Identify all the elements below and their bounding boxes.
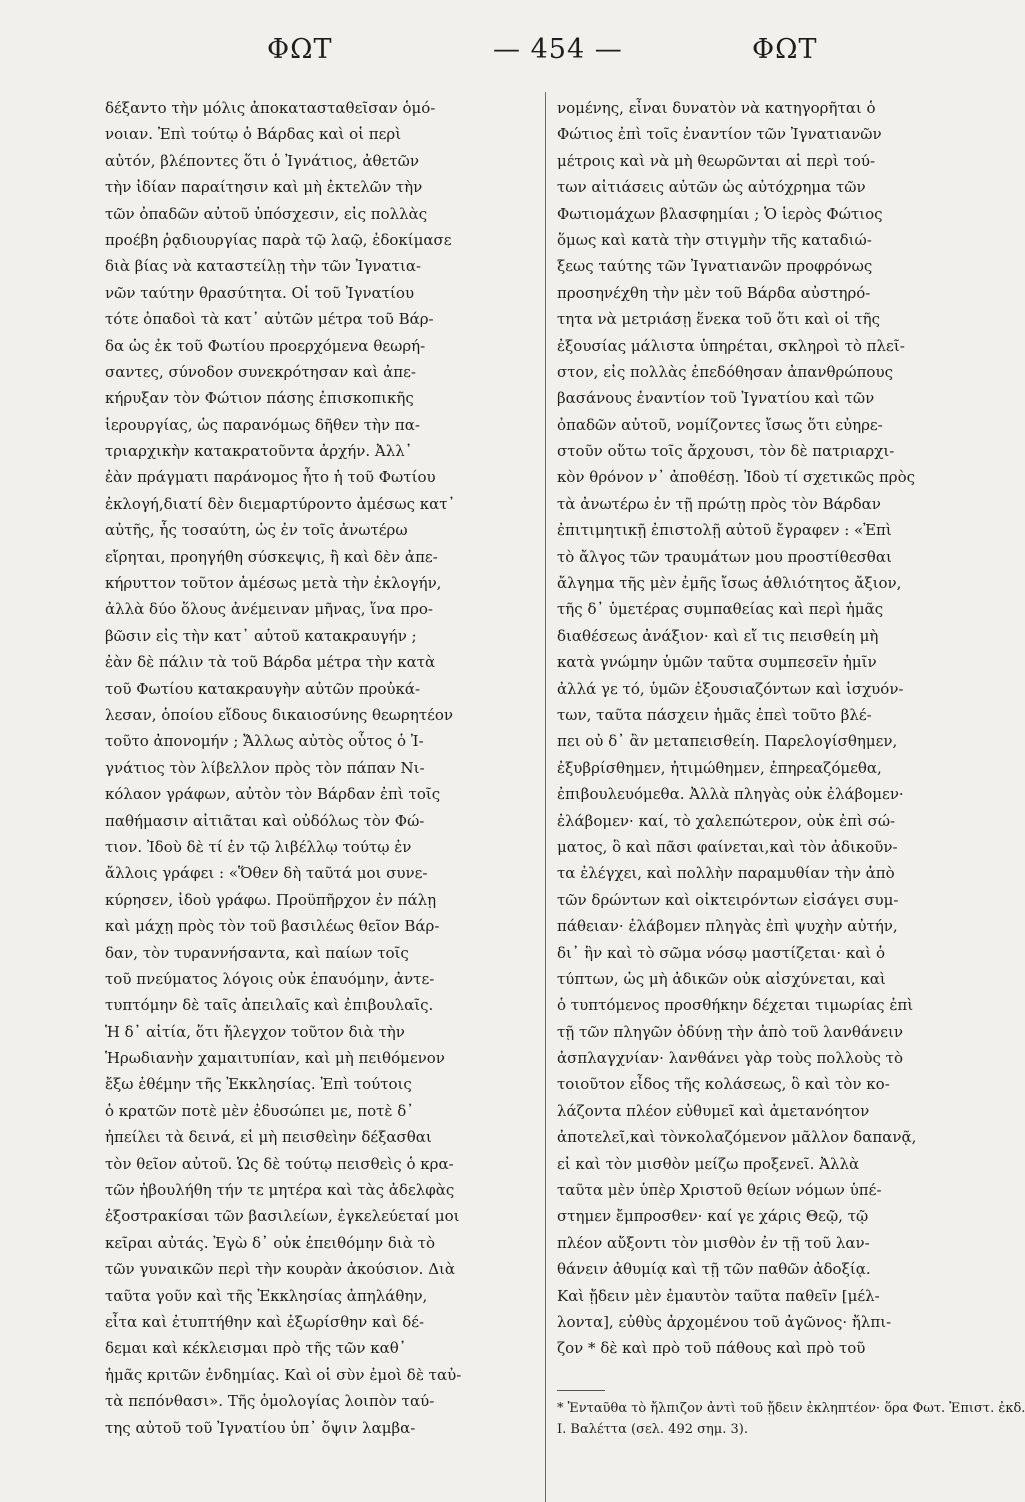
text-line: των, ταῦτα πάσχειν ἡμᾶς ἐπεὶ τοῦτο βλέ- xyxy=(557,705,872,724)
text-line: κόλαον γράφων, αὐτὸν τὸν Βάρδαν ἐπὶ τοῖς xyxy=(105,785,441,804)
text-line: τὰ ἀνωτέρω ἐν τῇ πρώτῃ πρὸς τὸν Βάρδαν xyxy=(557,494,881,513)
text-line: Φωτιομάχων βλασφημίαι ; Ὁ ἱερὸς Φώτιος xyxy=(557,204,883,223)
text-line: τοῦ Φωτίου κατακραυγὴν αὐτῶν προὐκά- xyxy=(105,679,421,698)
text-line: ἐξυβρίσθημεν, ἠτιμώθημεν, ἐπηρεαζόμεθα, xyxy=(557,758,882,777)
text-line: ἡμᾶς κριτῶν ἐνδημίας. Καὶ οἱ σὺν ἐμοὶ δὲ ταὐ- xyxy=(105,1365,462,1384)
text-line: ἐξουσίας μάλιστα ὑπηρέται, σκληροὶ τὸ πλεῖ- xyxy=(557,336,905,355)
text-line: λοντα], εὐθὺς ἀρχομένου τοῦ ἀγῶνος· ἤλπι- xyxy=(557,1312,892,1331)
text-line: δαν, τὸν τυραννήσαντα, καὶ παίων τοῖς xyxy=(105,943,409,962)
text-line: καὶ μάχῃ πρὸς τὸν τοῦ βασιλέως θεῖον Βάρ- xyxy=(105,917,440,936)
text-line: ἱερουργίας, ὡς παρανόμως δῆθεν τὴν πα- xyxy=(105,415,420,434)
text-line: ἄλγημα τῆς μὲν ἐμῆς ἴσως ἀθλιότητος ἄξιον, xyxy=(557,574,902,593)
text-line: Ἡ δ᾽ αἰτία, ὅτι ἤλεγχον τοῦτον διὰ τὴν xyxy=(105,1022,405,1041)
text-line: εἴρηται, προηγήθη σύσκεψις, ἢ καὶ δὲν ἀπε- xyxy=(105,547,438,566)
text-line: κεῖραι αὐτάς. Ἐγὼ δ᾽ οὐκ ἐπειθόμην διὰ τὸ xyxy=(105,1233,435,1252)
text-line: πάθειαν· ἐλάβομεν πληγὰς ἐπὶ ψυχὴν αὐτήν, xyxy=(557,917,898,936)
text-line: ὁ κρατῶν ποτὲ μὲν ἐδυσώπει με, ποτὲ δ᾽ xyxy=(105,1101,414,1120)
footnote-rule xyxy=(557,1390,605,1391)
text-line: τα ἐλέγχει, καὶ πολλὴν παραμυθίαν τὴν ἀπὸ xyxy=(557,864,895,883)
text-line: ἐπιβουλευόμεθα. Ἀλλὰ πληγὰς οὐκ ἐλάβομεν· xyxy=(557,785,904,804)
text-line: διαθέσεως ἀνάξιον· καὶ εἴ τις πεισθείη μὴ xyxy=(557,626,879,645)
text-line: νομένης, εἶναι δυνατὸν νὰ κατηγορῆται ὁ xyxy=(557,99,876,117)
text-line: ἐκλογή,διατί δὲν διεμαρτύροντο ἀμέσως κατ᾽ xyxy=(105,494,456,513)
text-line: ὁ τυπτόμενος προσθήκην δέχεται τιμωρίας ἐπὶ xyxy=(557,996,914,1015)
text-line: πει οὐ δ᾽ ἂν μεταπεισθείη. Παρελογίσθημεν, xyxy=(557,732,898,751)
left-text-column xyxy=(105,95,487,1441)
text-line: ματος, ὃ καὶ πᾶσι φαίνεται,καὶ τὸν ἀδικοῦν- xyxy=(557,837,898,856)
text-line: τὰ πεπόνθασι». Τῆς ὁμολογίας λοιπὸν ταύ- xyxy=(105,1392,435,1411)
text-line: κὸν θρόνον ν᾽ ἀποθέσῃ. Ἰδοὺ τί σχετικῶς πρὸς xyxy=(557,468,916,487)
text-line: τῶν γυναικῶν περὶ τὴν κουρὰν ἀκούσιον. Διὰ xyxy=(105,1260,456,1279)
footnote-line: Ι. Βαλέττα (σελ. 492 σημ. 3). xyxy=(557,1422,748,1437)
text-line: ὀπαδῶν αὐτοῦ, νομίζοντες ἴσως ὅτι εὐηρε- xyxy=(557,415,883,434)
text-line: ἀποτελεῖ,καὶ τὸνκολαζόμενον μᾶλλον δαπανᾷ, xyxy=(557,1128,917,1147)
text-line: τῇ τῶν πληγῶν ὀδύνῃ τὴν ἀπὸ τοῦ λανθάνειν xyxy=(557,1022,903,1041)
text-line: ἐπιτιμητικῇ ἐπιστολῇ αὐτοῦ ἔγραφεν : «Ἐπὶ xyxy=(557,521,892,540)
text-line: ἀσπλαγχνίαν· λανθάνει γὰρ τοὺς πολλοὺς τὸ xyxy=(557,1049,904,1068)
text-line: ζον * δὲ καὶ πρὸ τοῦ πάθους καὶ πρὸ τοῦ xyxy=(557,1339,866,1358)
text-line: ἄλλοις γράφει : «Ὅθεν δὴ ταῦτά μοι συνε- xyxy=(105,864,428,883)
text-line: τιον. Ἰδοὺ δὲ τί ἐν τῷ λιβέλλῳ τούτῳ ἐν xyxy=(105,837,412,856)
text-line: τῆς δ᾽ ὑμετέρας συμπαθείας καὶ περὶ ἡμᾶς xyxy=(557,600,884,619)
text-line: λάζοντα πλέον εὐθυμεῖ καὶ ἀμετανόητον xyxy=(557,1101,870,1120)
text-line: τύπτων, ὡς μὴ ἀδικῶν οὐκ αἰσχύνεται, καὶ xyxy=(557,969,886,988)
text-line: Ἡρωδιανὴν χαμαιτυπίαν, καὶ μὴ πειθόμενον xyxy=(105,1049,445,1068)
text-line: διὰ βίας νὰ καταστείλῃ τὴν τῶν Ἰγνατια- xyxy=(105,257,422,276)
text-line: κήρυξαν τὸν Φώτιον πάσης ἐπισκοπικῆς xyxy=(105,389,414,408)
right-text-column xyxy=(557,95,939,1362)
text-line: τῶν ἠβουλήθη τήν τε μητέρα καὶ τὰς ἀδελφὰς xyxy=(105,1181,455,1200)
text-line: ταῦτα μὲν ὑπὲρ Χριστοῦ θείων νόμων ὑπέ- xyxy=(557,1181,882,1200)
text-line: δι᾽ ἣν καὶ τὸ σῶμα νόσῳ μαστίζεται· καὶ ὁ xyxy=(557,943,886,962)
text-line: προέβη ῥᾳδιουργίας παρὰ τῷ λαῷ, ἐδοκίμασε xyxy=(105,230,452,249)
text-line: ἐὰν δὲ πάλιν τὰ τοῦ Βάρδα μέτρα τὴν κατὰ xyxy=(105,653,436,672)
page-number: — 454 — xyxy=(493,34,623,65)
text-line: κύρησεν, ἰδοὺ γράφω. Προϋπῆρχον ἐν πάλῃ xyxy=(105,890,437,909)
text-line: δεμαι καὶ κέκλεισμαι πρὸ τῆς τῶν καθ᾽ xyxy=(105,1339,407,1358)
text-line: τητα νὰ μετριάσῃ ἕνεκα τοῦ ὅτι καὶ οἱ τῆς xyxy=(557,310,881,329)
text-line: τριαρχικὴν κατακρατοῦντα ἀρχήν. Ἀλλ᾽ xyxy=(105,442,413,461)
text-line: νοιαν. Ἐπὶ τούτῳ ὁ Βάρδας καὶ οἱ περὶ xyxy=(105,125,402,144)
text-line: στοῦν οὕτω τοῖς ἄρχουσι, τὸν δὲ πατριαρχι- xyxy=(557,442,895,461)
text-line: τὴν ἰδίαν παραίτησιν καὶ μὴ ἐκτελῶν τὴν xyxy=(105,178,423,197)
text-line: ἀλλά γε τό, ὑμῶν ἐξουσιαζόντων καὶ ἰσχυόν- xyxy=(557,679,904,698)
text-line: ἀλλὰ δύο ὅλους ἀνέμειναν μῆνας, ἵνα προ- xyxy=(105,600,433,619)
text-line: τότε ὀπαδοὶ τὰ κατ᾽ αὐτῶν μέτρα τοῦ Βάρ- xyxy=(105,310,434,329)
text-line: ταῦτα γοῦν καὶ τῆς Ἐκκλησίας ἀπηλάθην, xyxy=(105,1286,428,1305)
text-line: τὸν θεῖον αὐτοῦ. Ὡς δὲ τούτῳ πεισθεὶς ὁ κρα- xyxy=(105,1154,454,1173)
text-line: ξεως ταύτης τῶν Ἰγνατιανῶν προφρόνως xyxy=(557,257,873,276)
text-line: αὐτῆς, ἧς τοσαύτη, ὡς ἐν τοῖς ἀνωτέρω xyxy=(105,521,408,540)
text-line: τὸ ἄλγος τῶν τραυμάτων μου προστίθεσθαι xyxy=(557,547,892,566)
text-line: κατὰ γνώμην ὑμῶν ταῦτα συμπεσεῖν ἡμῖν xyxy=(557,653,877,672)
text-line: δα ὡς ἐκ τοῦ Φωτίου προερχόμενα θεωρή- xyxy=(105,336,426,355)
text-line: τοῦ πνεύματος λόγοις οὐκ ἐπαυόμην, ἀντε- xyxy=(105,969,435,988)
text-line: νῶν ταύτην θρασύτητα. Οἱ τοῦ Ἰγνατίου xyxy=(105,283,415,302)
text-line: ὅμως καὶ κατὰ τὴν στιγμὴν τῆς καταδιώ- xyxy=(557,230,872,249)
text-line: τῶν ὀπαδῶν αὐτοῦ ὑπόσχεσιν, εἰς πολλὰς xyxy=(105,204,428,223)
text-line: παθήμασιν αἰτιᾶται καὶ οὐδόλως τὸν Φώ- xyxy=(105,811,425,830)
text-line: ἐὰν πράγματι παράνομος ἦτο ἡ τοῦ Φωτίου xyxy=(105,468,436,487)
text-line: αὐτόν, βλέποντες ὅτι ὁ Ἰγνάτιος, ἀθετῶν xyxy=(105,151,419,170)
text-line: προσηνέχθη τὴν μὲν τοῦ Βάρδα αὐστηρό- xyxy=(557,283,871,302)
text-line: ἠπείλει τὰ δεινά, εἰ μὴ πεισθεὶην δέξασθαι xyxy=(105,1128,432,1147)
column-divider xyxy=(545,92,546,1502)
text-line: στημεν ἔμπροσθεν· καί γε χάρις Θεῷ, τῷ xyxy=(557,1207,869,1226)
text-line: θάνειν ἀθυμίᾳ καὶ τῇ τῶν παθῶν ἀδοξίᾳ. xyxy=(557,1260,871,1279)
text-line: γνάτιος τὸν λίβελλον πρὸς τὸν πάπαν Νι- xyxy=(105,758,425,777)
text-line: μέτροις καὶ νὰ μὴ θεωρῶνται αἱ περὶ τού- xyxy=(557,151,876,170)
text-line: ἐλάβομεν· καί, τὸ χαλεπώτερον, οὐκ ἐπὶ σώ- xyxy=(557,811,896,830)
text-line: Καὶ ᾔδειν μὲν ἐμαυτὸν ταῦτα παθεῖν [μέλ- xyxy=(557,1286,880,1305)
text-line: ἔξω ἐθέμην τῆς Ἐκκλησίας. Ἐπὶ τούτοις xyxy=(105,1075,412,1094)
text-line: σαντες, σύνοδον συνεκρότησαν καὶ ἀπε- xyxy=(105,362,416,381)
text-line: Φώτιος ἐπὶ τοῖς ἐναντίον τῶν Ἰγνατιανῶν xyxy=(557,125,882,144)
text-line: στον, εἰς πολλὰς ἐπεδόθησαν ἀπανθρώπους xyxy=(557,362,893,381)
text-line: δέξαντο τὴν μόλις ἀποκατασταθεῖσαν ὁμό- xyxy=(105,99,436,117)
text-line: βῶσιν εἰς τὴν κατ᾽ αὐτοῦ κατακραυγήν ; xyxy=(105,626,417,645)
text-line: λεσαν, ὁποίου εἴδους δικαιοσύνης θεωρητέον xyxy=(105,705,454,724)
running-head-right: ΦΩΤ xyxy=(752,34,818,65)
text-line: τοῦτο ἀπονομήν ; Ἄλλως αὐτὸς οὗτος ὁ Ἰ- xyxy=(105,732,424,751)
text-line: τοιοῦτον εἶδος τῆς κολάσεως, ὃ καὶ τὸν κο- xyxy=(557,1075,890,1094)
text-line: πλέον αὔξοντι τὸν μισθὸν ἐν τῇ τοῦ λαν- xyxy=(557,1233,870,1252)
text-line: των αἰτιάσεις αὐτῶν ὡς αὐτόχρημα τῶν xyxy=(557,178,866,197)
text-line: τυπτόμην δὲ ταῖς ἀπειλαῖς καὶ ἐπιβουλαῖς. xyxy=(105,996,434,1015)
footnote-line: * Ἐνταῦθα τὸ ἤλπιζον ἀντὶ τοῦ ᾔδειν ἐκληπτέον· ὅρα Φωτ. Ἐπιστ. ἐκδ. xyxy=(557,1401,1025,1416)
text-line: κήρυττον τοῦτον ἀμέσως μετὰ τὴν ἐκλογήν, xyxy=(105,574,442,593)
text-line: εἶτα καὶ ἐτυπτήθην καὶ ἐξωρίσθην καὶ δέ- xyxy=(105,1312,425,1331)
footnote xyxy=(557,1398,1025,1440)
running-head-left: ΦΩΤ xyxy=(267,34,333,65)
text-line: βασάνους ἐναντίον τοῦ Ἰγνατίου καὶ τῶν xyxy=(557,389,875,408)
text-line: ἐξοστρακίσαι τῶν βασιλείων, ἐγκελεύεταί μοι xyxy=(105,1207,460,1226)
text-line: τῶν δρώντων καὶ οἰκτειρόντων εἰσάγει συμ- xyxy=(557,890,899,909)
text-line: της αὐτοῦ τοῦ Ἰγνατίου ὑπ᾽ ὄψιν λαμβα- xyxy=(105,1418,416,1437)
text-line: εἰ καὶ τὸν μισθὸν μείζω προξενεῖ. Ἀλλὰ xyxy=(557,1154,860,1173)
